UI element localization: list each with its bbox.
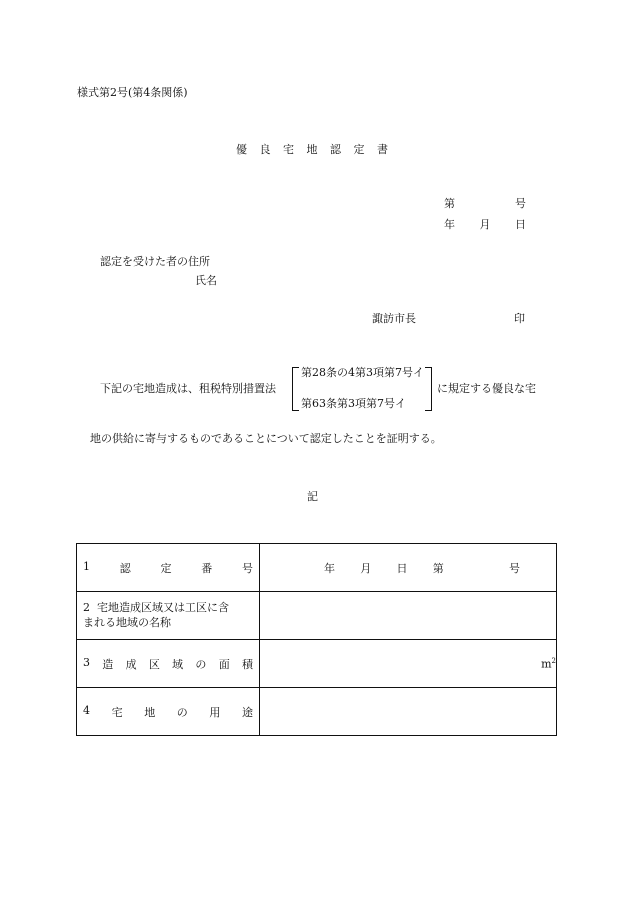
label-char: の xyxy=(176,705,188,719)
label-char: 区 xyxy=(148,657,160,671)
label-char: 宅 xyxy=(111,705,123,719)
table-row xyxy=(77,544,557,592)
label-line-2: まれる地域の名称 xyxy=(83,615,171,629)
table-row xyxy=(77,592,557,640)
law-option-2: 第63条第3項第7号イ xyxy=(301,397,406,410)
label-char: 用 xyxy=(209,705,221,719)
table-row xyxy=(77,640,557,688)
row-num: 3 xyxy=(83,655,90,669)
title-char: 定 xyxy=(353,143,365,156)
label-char: 番 xyxy=(201,561,213,575)
title-char: 優 xyxy=(236,143,247,156)
row-num: 4 xyxy=(83,703,90,717)
issuer-name: 諏訪市長 xyxy=(372,312,416,325)
form-number: 様式第2号(第4条関係) xyxy=(77,86,188,99)
label-char: 造 xyxy=(102,657,114,671)
row-value-area-size[interactable] xyxy=(260,640,557,688)
date-month: 月 xyxy=(479,218,491,231)
value-go: 号 xyxy=(509,561,520,575)
left-bracket xyxy=(292,367,299,411)
row-value-cert-number[interactable] xyxy=(260,544,557,592)
title-char: 宅 xyxy=(283,143,294,156)
number-dai: 第 xyxy=(444,197,455,210)
body-prefix: 下記の宅地造成は、租税特別措置法 xyxy=(100,382,276,395)
body-suffix: に規定する優良な宅 xyxy=(437,382,536,395)
ki-heading: 記 xyxy=(307,490,318,503)
date-year: 年 xyxy=(444,218,455,231)
area-unit: m xyxy=(541,657,552,671)
issue-date-line xyxy=(444,219,526,230)
title-char: 書 xyxy=(377,143,388,156)
row-label-cert-number xyxy=(77,544,260,592)
row-num: 2 xyxy=(83,600,90,614)
date-day: 日 xyxy=(515,218,526,231)
row-value-land-use[interactable] xyxy=(260,688,557,736)
label-line-1: 宅地造成区域又は工区に含 xyxy=(97,600,229,614)
table-row xyxy=(77,688,557,736)
label-char: 定 xyxy=(160,561,172,575)
recipient-name-label: 氏名 xyxy=(195,274,217,287)
issuer-seal: 印 xyxy=(514,312,525,325)
label-char: 域 xyxy=(172,657,184,671)
record-table xyxy=(76,543,557,736)
value-day: 日 xyxy=(396,561,408,575)
value-month: 月 xyxy=(360,561,372,575)
number-go: 号 xyxy=(515,197,526,210)
row-label-land-use xyxy=(77,688,260,736)
row-label-area-name xyxy=(77,592,260,640)
title-char: 良 xyxy=(259,143,271,156)
recipient-address-label: 認定を受けた者の住所 xyxy=(100,255,210,268)
area-unit-superscript: 2 xyxy=(551,656,556,665)
row-label-area-size xyxy=(77,640,260,688)
label-char: 地 xyxy=(144,705,156,719)
label-char: の xyxy=(195,657,207,671)
right-bracket xyxy=(425,367,432,411)
law-option-1: 第28条の4第3項第7号イ xyxy=(301,366,424,379)
row-num: 1 xyxy=(83,559,90,573)
title-char: 地 xyxy=(306,143,318,156)
row-value-area-name[interactable] xyxy=(260,592,557,640)
label-char: 積 xyxy=(241,657,253,671)
certificate-number-line xyxy=(444,198,526,209)
document-title xyxy=(236,144,388,155)
label-char: 号 xyxy=(242,561,253,575)
label-char: 途 xyxy=(241,705,253,719)
label-char: 面 xyxy=(218,657,230,671)
label-char: 認 xyxy=(119,561,131,575)
title-char: 認 xyxy=(330,143,341,156)
body-line-2: 地の供給に寄与するものであることについて認定したことを証明する。 xyxy=(90,432,442,445)
label-char: 成 xyxy=(125,657,137,671)
value-dai: 第 xyxy=(432,561,444,575)
value-year: 年 xyxy=(324,561,335,575)
